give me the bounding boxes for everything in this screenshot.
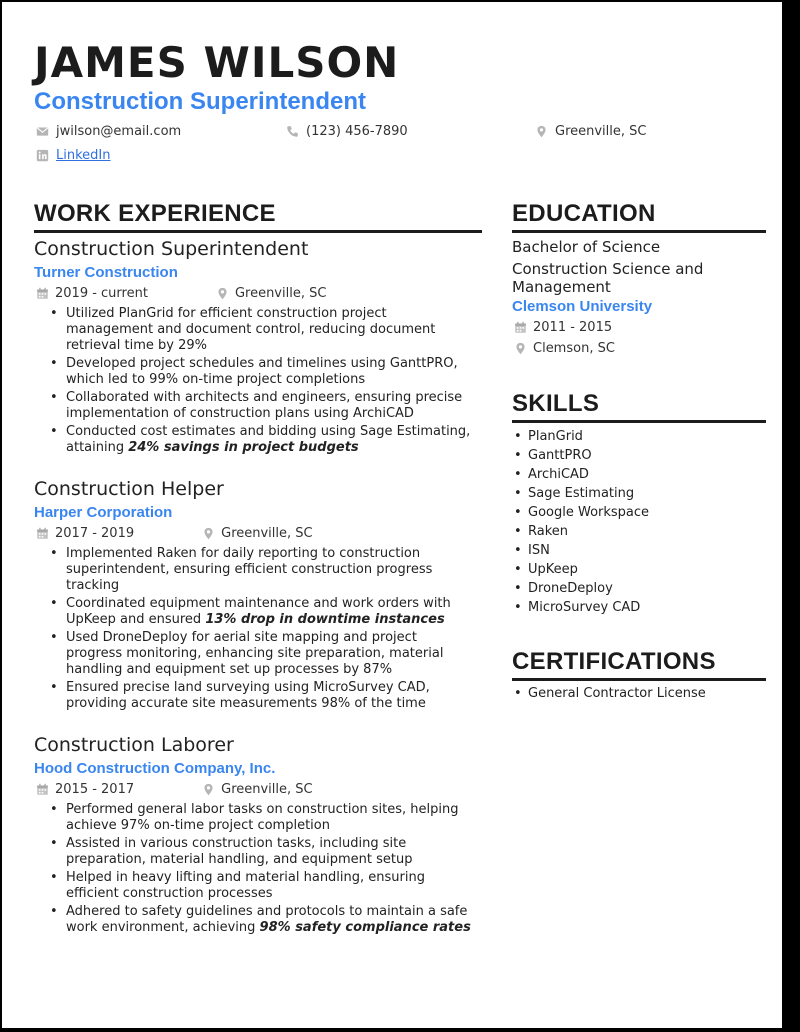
job-bullets: [36, 802, 476, 938]
list-item: • Coordinated equipment maintenance and work orders with UpKeep and ensured 13% drop in downtime instances: [36, 596, 476, 628]
list-item: • PlanGrid: [512, 427, 766, 446]
education-dates: 2011 - 2015: [533, 320, 613, 335]
job-company: Harper Corporation: [34, 504, 173, 521]
list-item: • UpKeep: [512, 560, 766, 579]
email-text: jwilson@email.com: [56, 124, 182, 139]
list-item: • ISN: [512, 541, 766, 560]
list-item: • Google Workspace: [512, 503, 766, 522]
list-item: • General Contractor License: [512, 684, 766, 703]
list-item: • DroneDeploy: [512, 579, 766, 598]
job-company: Turner Construction: [34, 264, 178, 281]
list-item: • Developed project schedules and timelines using GanttPRO, which led to 99% on-time project completions: [36, 356, 476, 388]
education-location-row: [514, 341, 615, 356]
map-pin-icon: [202, 527, 215, 540]
education-divider: [512, 230, 766, 233]
skills-heading: SKILLS: [512, 390, 600, 417]
map-pin-icon: [535, 125, 548, 138]
education-heading: EDUCATION: [512, 200, 656, 227]
certifications-divider: [512, 678, 766, 681]
list-item: • Helped in heavy lifting and material handling, ensuring efficient construction processes: [36, 870, 476, 902]
job-company: Hood Construction Company, Inc.: [34, 760, 276, 777]
list-item: • Performed general labor tasks on construction sites, helping achieve 97% on-time project completion: [36, 802, 476, 834]
map-pin-icon: [514, 342, 527, 355]
candidate-name: JAMES WILSON: [34, 38, 400, 87]
job-location: Greenville, SC: [221, 782, 313, 797]
list-item: • Raken: [512, 522, 766, 541]
work-experience-divider: [34, 230, 482, 233]
list-item: • Sage Estimating: [512, 484, 766, 503]
map-pin-icon: [216, 287, 229, 300]
certifications-list: [512, 684, 766, 703]
job-bullets: [36, 306, 476, 458]
job-dates: 2017 - 2019: [55, 526, 135, 541]
list-item: • Collaborated with architects and engineers, ensuring precise implementation of construction plans using ArchiCAD: [36, 390, 476, 422]
job-title: Construction Laborer: [34, 734, 234, 756]
job-meta: [36, 526, 313, 541]
list-item: • Assisted in various construction tasks, including site preparation, material handling, and equipment setup: [36, 836, 476, 868]
certifications-heading: CERTIFICATIONS: [512, 648, 716, 675]
job-bullets: [36, 546, 476, 714]
list-item: • Used DroneDeploy for aerial site mapping and project progress monitoring, enhancing site preparation, material handling and equipment set up processes by 87%: [36, 630, 476, 678]
job-dates: 2015 - 2017: [55, 782, 135, 797]
list-item: • MicroSurvey CAD: [512, 598, 766, 617]
contact-email: [36, 124, 181, 139]
job-meta: [36, 782, 313, 797]
list-item: • Implemented Raken for daily reporting to construction superintendent, ensuring efficient construction progress tracking: [36, 546, 476, 594]
job-title: Construction Superintendent: [34, 238, 309, 260]
skills-divider: [512, 420, 766, 423]
calendar-icon: [36, 527, 49, 540]
contact-linkedin: [36, 148, 110, 163]
phone-text: (123) 456-7890: [306, 124, 408, 139]
map-pin-icon: [202, 783, 215, 796]
education-degree: Bachelor of Science: [512, 238, 661, 256]
calendar-icon: [36, 287, 49, 300]
job-meta: [36, 286, 326, 301]
linkedin-link[interactable]: LinkedIn: [56, 148, 111, 163]
job-location: Greenville, SC: [234, 286, 327, 301]
list-item: • GanttPRO: [512, 446, 766, 465]
skills-list: [512, 427, 766, 617]
education-field-line1: Construction Science and: [512, 260, 704, 278]
job-title: Construction Helper: [34, 478, 224, 500]
location-text: Greenville, SC: [555, 124, 647, 139]
phone-icon: [286, 125, 299, 138]
education-field-line2: Management: [512, 278, 611, 296]
contact-location: [535, 124, 647, 139]
education-location: Clemson, SC: [533, 341, 615, 356]
job-dates: 2019 - current: [55, 286, 148, 301]
calendar-icon: [36, 783, 49, 796]
resume-page: [2, 2, 782, 1028]
envelope-icon: [36, 125, 49, 138]
candidate-role: Construction Superintendent: [34, 88, 366, 115]
work-experience-heading: WORK EXPERIENCE: [34, 200, 276, 227]
list-item: • Utilized PlanGrid for efficient construction project management and document control, reducing document retrieval time by 29%: [36, 306, 476, 354]
list-item: • ArchiCAD: [512, 465, 766, 484]
list-item: • Adhered to safety guidelines and protocols to maintain a safe work environment, achieving 98% safety compliance rates: [36, 904, 476, 936]
education-dates-row: [514, 320, 612, 335]
job-location: Greenville, SC: [221, 526, 313, 541]
linkedin-icon: [36, 149, 49, 162]
list-item: • Conducted cost estimates and bidding using Sage Estimating, attaining 24% savings in project budgets: [36, 424, 476, 456]
calendar-icon: [514, 321, 527, 334]
list-item: • Ensured precise land surveying using MicroSurvey CAD, providing accurate site measurements 98% of the time: [36, 680, 476, 712]
contact-phone: [286, 124, 408, 139]
education-school: Clemson University: [512, 298, 653, 315]
